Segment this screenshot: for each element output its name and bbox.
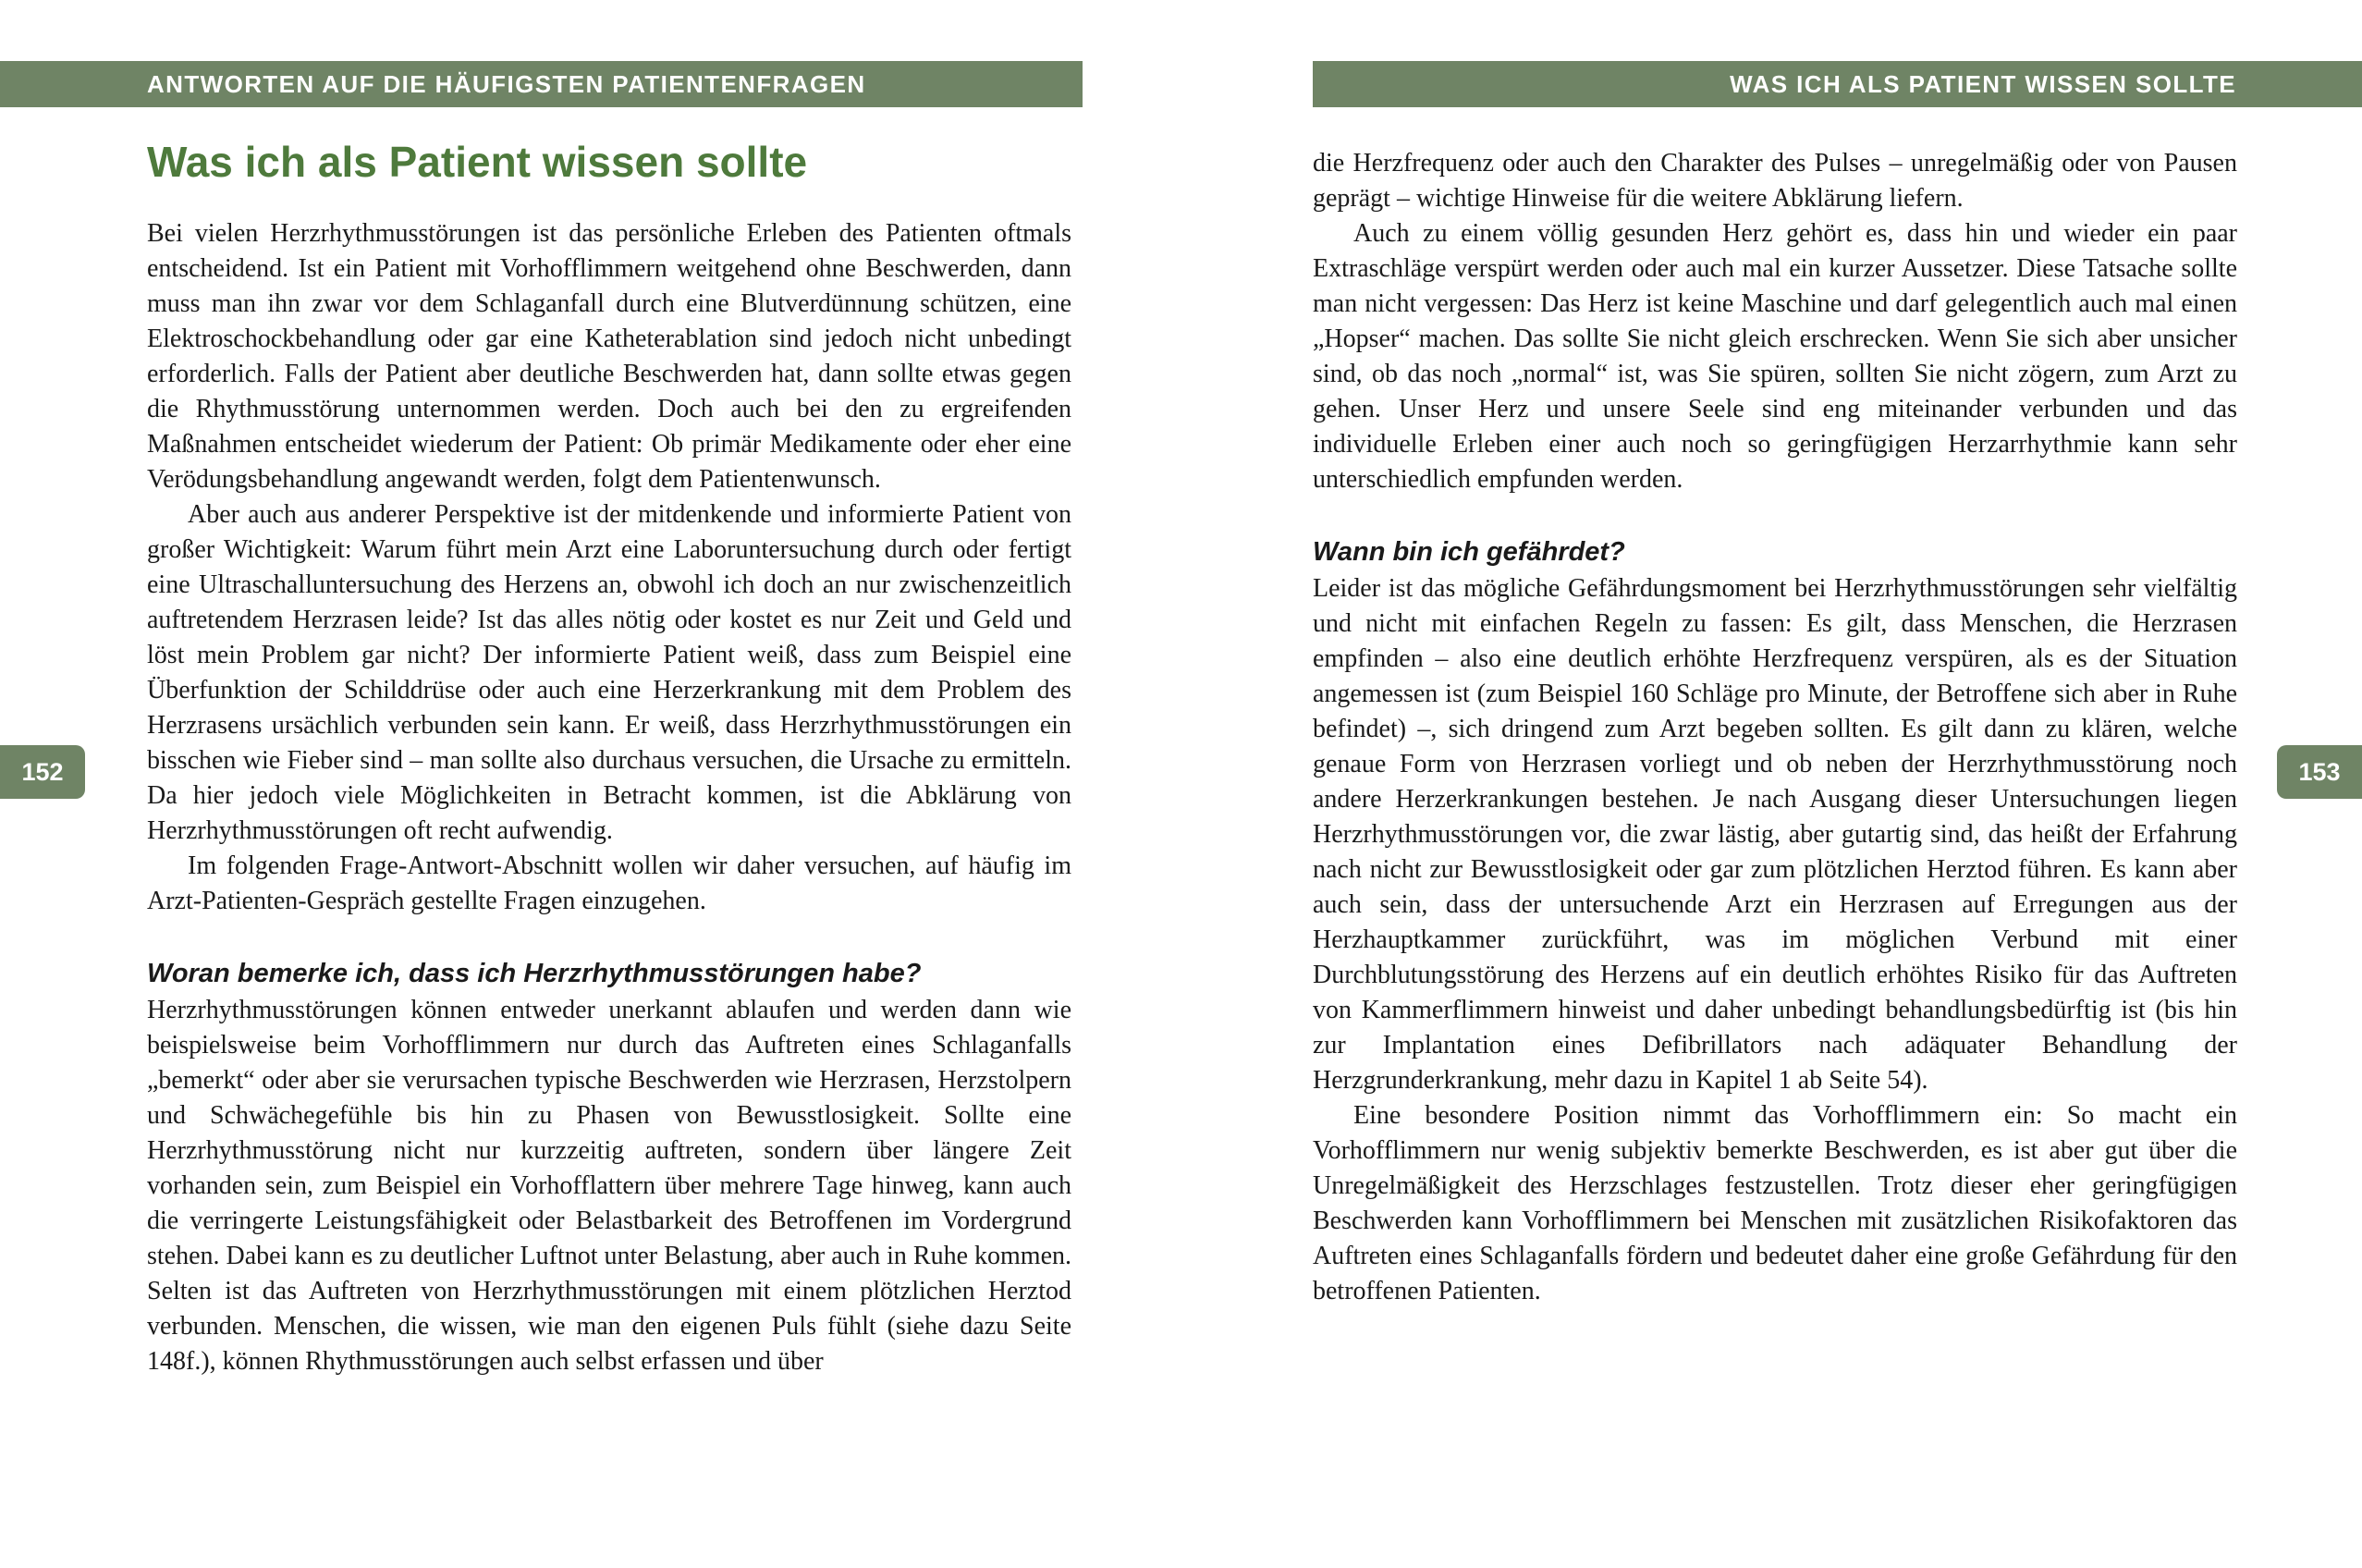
question-heading: Woran bemerke ich, dass ich Herzrhythmusstörungen habe? <box>147 959 922 988</box>
body-paragraph: Herzrhythmusstörungen können entweder unerkannt ablaufen und werden dann wie beispielsweise beim Vorhofflimmern nur durch das Auftreten eines Schlaganfalls „bemerkt“ oder aber sie verursachen typische Beschwerden wie Herzrasen, Herzstolpern und Schwächegefühle bis hin zu Phasen von Bewusstlosigkeit. Sollte eine Herzrhythmusstörung nicht nur kurzzeitig auftreten, sondern über längere Zeit vorhanden sein, zum Beispiel ein Vorhofflattern über mehrere Tage hinweg, kann auch die verringerte Leistungsfähigkeit oder Belastbarkeit des Betroffenen im Vordergrund stehen. Dabei kann es zu deutlicher Luftnot unter Belastung, aber auch in Ruhe kommen. Selten ist das Auftreten von Herzrhythmusstörungen mit einem plötzlichen Herztod verbunden. Menschen, die wissen, wie man den eigenen Puls fühlt (siehe dazu Seite 148f.), können Rhythmusstörungen auch selbst erfassen und über <box>147 996 1071 1376</box>
body-paragraph: Aber auch aus anderer Perspektive ist der mitdenkende und informierte Patient von großer Wichtigkeit: Warum führt mein Arzt eine Laboruntersuchung durch oder fertigt eine Ultraschalluntersuchung des Herzens an, obwohl ich doch an nur zwischenzeitlich auftretendem Herzrasen leide? Ist das alles nötig oder kostet es nur Zeit und Geld und löst mein Problem gar nicht? Der informierte Patient weiß, dass zum Beispiel eine Überfunktion der Schilddrüse oder auch eine Herzerkrankung mit dem Problem des Herzrasens ursächlich verbunden sein kann. Er weiß, dass Herzrhythmusstörungen ein bisschen wie Fieber sind – man sollte also durchaus versuchen, die Ursache zu ermitteln. Da hier jedoch viele Möglichkeiten in Betracht kommen, ist die Abklärung von Herzrhythmusstörungen oft recht aufwendig. <box>147 500 1071 845</box>
left-page-number: 152 <box>21 757 64 786</box>
right-running-header-text: WAS ICH ALS PATIENT WISSEN SOLLTE <box>1730 69 2236 98</box>
left-running-header <box>0 61 1083 107</box>
chapter-title: Was ich als Patient wissen sollte <box>147 138 808 186</box>
left-page-column <box>147 137 1071 1379</box>
body-paragraph: Im folgenden Frage-Antwort-Abschnitt wollen wir daher versuchen, auf häufig im Arzt-Patienten-Gespräch gestellte Fragen einzugehen. <box>147 851 1071 915</box>
left-page-number-tab <box>0 745 85 799</box>
body-paragraph: Eine besondere Position nimmt das Vorhofflimmern ein: So macht ein Vorhofflimmern nur wenig subjektiv bemerkte Beschwerden, es ist aber gut über die Unregelmäßigkeit des Herzschlages festzustellen. Trotz dieser eher geringfügigen Beschwerden kann Vorhofflimmern bei Menschen mit zusätzlichen Risikofaktoren das Auftreten eines Schlaganfalls fördern und bedeutet daher eine große Gefährdung für den betroffenen Patienten. <box>1313 1101 2237 1305</box>
left-running-header-text: ANTWORTEN AUF DIE HÄUFIGSTEN PATIENTENFRAGEN <box>147 69 866 98</box>
body-paragraph: die Herzfrequenz oder auch den Charakter des Pulses – unregelmäßig oder von Pausen geprägt – wichtige Hinweise für die weitere Abklärung liefern. <box>1313 149 2237 213</box>
right-page-number-tab <box>2277 745 2362 799</box>
body-paragraph: Leider ist das mögliche Gefährdungsmoment bei Herzrhythmusstörungen sehr vielfältig und nicht mit einfachen Regeln zu fassen: Es gilt, dass Menschen, die Herzrasen empfinden – also eine deutlich erhöhte Herzfrequenz verspüren, als es der Situation angemessen ist (zum Beispiel 160 Schläge pro Minute, der Betroffene sich aber in Ruhe befindet) –, sich dringend zum Arzt begeben sollten. Es gilt dann zu klären, welche genaue Form von Herzrasen vorliegt und ob neben der Herzrhythmusstörung noch andere Herzerkrankungen bestehen. Je nach Ausgang dieser Untersuchungen liegen Herzrhythmusstörungen vor, die zwar lästig, aber gutartig sind, das heißt der Erfahrung nach nicht zur Bewusstlosigkeit oder gar zum plötzlichen Herztod führen. Es kann aber auch sein, dass der untersuchende Arzt ein Herzrasen auf Erregungen aus der Herzhauptkammer zurückführt, was im möglichen Verbund mit einer Durchblutungsstörung des Herzens auf ein deutlich erhöhtes Risiko für das Auftreten von Kammerflimmern hinweist und daher unbedingt behandlungsbedürftig ist (bis hin zur Implantation eines Defibrillators nach adäquater Behandlung der Herzgrunderkrankung, mehr dazu in Kapitel 1 ab Seite 54). <box>1313 574 2237 1095</box>
body-paragraph: Bei vielen Herzrhythmusstörungen ist das persönliche Erleben des Patienten oftmals entscheidend. Ist ein Patient mit Vorhofflimmern weitgehend ohne Beschwerden, dann muss man ihn zwar vor dem Schlaganfall durch eine Blutverdünnung schützen, eine Elektroschockbehandlung oder gar eine Katheterablation sind jedoch nicht unbedingt erforderlich. Falls der Patient aber deutliche Beschwerden hat, dann sollte etwas gegen die Rhythmusstörung unternommen werden. Doch auch bei den zu ergreifenden Maßnahmen entscheidet wiederum der Patient: Ob primär Medikamente oder eher eine Verödungsbehandlung angewandt werden, folgt dem Patientenwunsch. <box>147 219 1071 494</box>
right-page-number: 153 <box>2298 757 2341 786</box>
right-page-column <box>1313 146 2237 1309</box>
question-heading: Wann bin ich gefährdet? <box>1313 537 1625 567</box>
right-running-header <box>1313 61 2362 107</box>
body-paragraph: Auch zu einem völlig gesunden Herz gehört es, dass hin und wieder ein paar Extraschläge verspürt werden oder auch mal ein kurzer Aussetzer. Diese Tatsache sollte man nicht vergessen: Das Herz ist keine Maschine und darf gelegentlich auch mal einen „Hopser“ machen. Das sollte Sie nicht gleich erschrecken. Wenn Sie sich aber unsicher sind, ob das noch „normal“ ist, was Sie spüren, sollten Sie nicht zögern, zum Arzt zu gehen. Unser Herz und unsere Seele sind eng miteinander verbunden und das individuelle Erleben einer auch noch so geringfügigen Herzarrhythmie kann sehr unterschiedlich empfunden werden. <box>1313 219 2237 494</box>
